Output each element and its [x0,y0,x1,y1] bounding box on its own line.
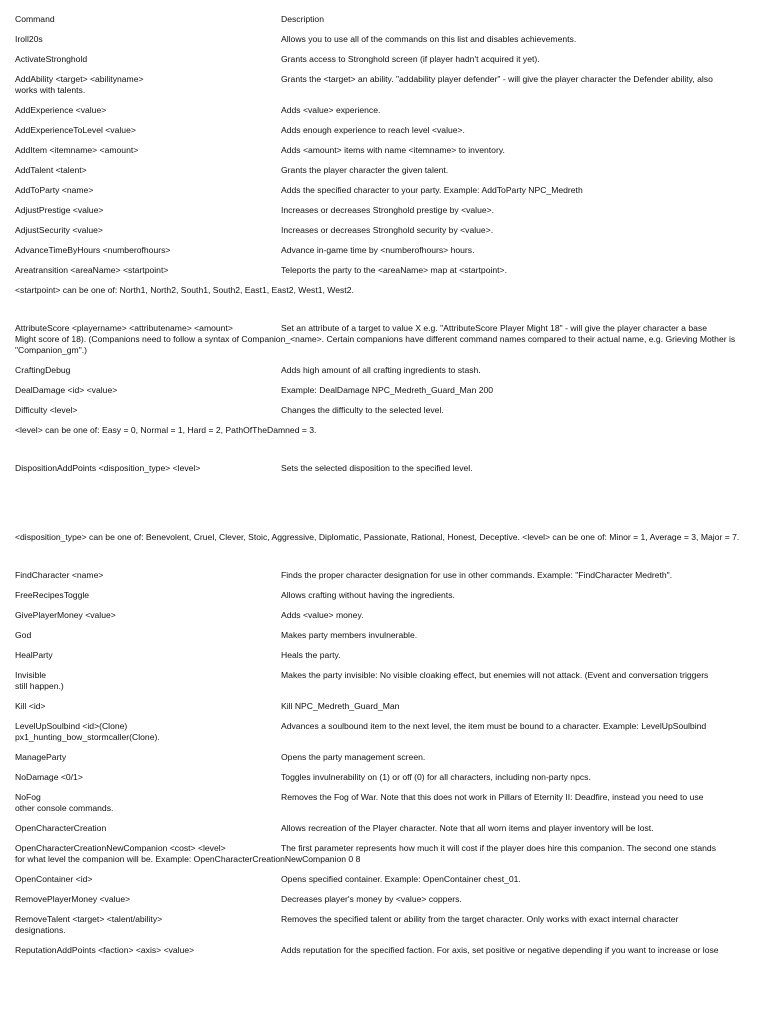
command-name: OpenCharacterCreation [15,823,107,833]
table-row [15,265,753,276]
table-row [15,914,753,936]
command-description: Adds <value> experience. [281,105,381,115]
table-row [15,245,753,256]
command-name: AddToParty <name> [15,185,94,195]
command-name: LevelUpSoulbind <id>(Clone) [15,721,128,731]
command-description: Opens specified container. Example: OpenContainer chest_01. [281,874,521,884]
command-description: Decreases player's money by <value> coppers. [281,894,462,904]
table-row [15,772,753,783]
table-row [15,670,753,692]
command-description: Adds high amount of all crafting ingredients to stash. [281,365,481,375]
command-description: Set an attribute of a target to value X e.g. "AttributeScore Player Might 18" - will give the player character a base [281,323,707,333]
command-name: GivePlayerMoney <value> [15,610,116,620]
command-name: DispositionAddPoints <disposition_type> <level> [15,463,201,473]
command-description: Adds reputation for the specified faction. For axis, set positive or negative depending if you want to increase or lose [281,945,719,955]
command-name: AddTalent <talent> [15,165,87,175]
table-row [15,385,753,396]
table-row [15,205,753,216]
command-description: Advances a soulbound item to the next level, the item must be bound to a character. Example: LevelUpSoulbind [281,721,707,731]
table-row [15,405,753,416]
table-note-row [15,532,753,543]
command-description: Adds <amount> items with name <itemname> to inventory. [281,145,505,155]
command-name: ActivateStronghold [15,54,88,64]
command-description: Adds <value> money. [281,610,364,620]
table-row [15,945,753,956]
command-name: Areatransition <areaName> <startpoint> [15,265,169,275]
command-description: Makes party members invulnerable. [281,630,418,640]
command-name: RemoveTalent <target> <talent/ability> [15,914,163,924]
table-row [15,365,753,376]
description-continuation: px1_hunting_bow_stormcaller(Clone). [15,732,160,742]
command-name: AdvanceTimeByHours <numberofhours> [15,245,171,255]
command-description: Removes the specified talent or ability from the target character. Only works with exact internal character [281,914,679,924]
table-note-row [15,425,753,436]
command-description: Teleports the party to the <areaName> map at <startpoint>. [281,265,507,275]
table-header-row [15,14,753,25]
command-name: God [15,630,32,640]
table-row [15,463,753,474]
table-row [15,590,753,601]
table-note-row [15,285,753,296]
header-description: Description [281,14,324,24]
command-name: ReputationAddPoints <faction> <axis> <value> [15,945,195,955]
command-name: AddItem <itemname> <amount> [15,145,139,155]
command-description: Opens the party management screen. [281,752,426,762]
command-name: OpenContainer <id> [15,874,93,884]
command-name: Difficulty <level> [15,405,78,415]
description-continuation: works with talents. [15,85,86,95]
header-command: Command [15,14,55,24]
table-row [15,225,753,236]
command-name: NoDamage <0/1> [15,772,83,782]
table-row [15,145,753,156]
command-name: AddExperienceToLevel <value> [15,125,136,135]
command-description: Toggles invulnerability on (1) or off (0) for all characters, including non-party npcs. [281,772,591,782]
note-text: <disposition_type> can be one of: Benevolent, Cruel, Clever, Stoic, Aggressive, Diplomatic, Passionate, Rational, Honest, Deceptive. <level> can be one of: Minor = 1, Average = 3, Major = 7. [15,532,740,542]
table-row [15,874,753,885]
command-name: Kill <id> [15,701,46,711]
command-name: CraftingDebug [15,365,71,375]
command-description: Increases or decreases Stronghold prestige by <value>. [281,205,495,215]
command-description: Example: DealDamage NPC_Medreth_Guard_Man 200 [281,385,494,395]
command-name: AdjustSecurity <value> [15,225,103,235]
command-name: AddAbility <target> <abilityname> [15,74,144,84]
table-row [15,894,753,905]
command-description: Grants the <target> an ability. "addability player defender" - will give the player character the Defender ability, also [281,74,713,84]
table-row [15,54,753,65]
table-row [15,34,753,45]
command-name: ManageParty [15,752,67,762]
command-name: AddExperience <value> [15,105,107,115]
command-description: Increases or decreases Stronghold security by <value>. [281,225,494,235]
command-name: HealParty [15,650,53,660]
note-text: <level> can be one of: Easy = 0, Normal = 1, Hard = 2, PathOfTheDamned = 3. [15,425,317,435]
command-name: Iroll20s [15,34,43,44]
command-description: Allows you to use all of the commands on this list and disables achievements. [281,34,577,44]
command-name: AdjustPrestige <value> [15,205,104,215]
command-description: The first parameter represents how much it will cost if the player does hire this companion. The second one stands [281,843,716,853]
command-description: Makes the party invisible: No visible cloaking effect, but enemies will not attack. (Event and conversation triggers [281,670,709,680]
command-rows [15,34,753,956]
table-row [15,650,753,661]
command-description: Heals the party. [281,650,341,660]
table-row [15,630,753,641]
command-reference-document [15,14,753,965]
command-description: Sets the selected disposition to the specified level. [281,463,473,473]
command-name: FreeRecipesToggle [15,590,90,600]
table-row [15,323,753,356]
command-name: RemovePlayerMoney <value> [15,894,131,904]
table-row [15,721,753,743]
description-continuation: for what level the companion will be. Example: OpenCharacterCreationNewCompanion 0 8 [15,854,361,864]
description-continuation: still happen.) [15,681,64,691]
command-description: Advance in-game time by <numberofhours> hours. [281,245,475,255]
note-text: <startpoint> can be one of: North1, North2, South1, South2, East1, East2, West1, West2. [15,285,354,295]
command-description: Adds enough experience to reach level <value>. [281,125,465,135]
command-name: Invisible [15,670,47,680]
command-description: Allows crafting without having the ingredients. [281,590,455,600]
command-description: Grants the player character the given talent. [281,165,449,175]
command-description: Removes the Fog of War. Note that this does not work in Pillars of Eternity II: Deadfire, instead you need to use [281,792,704,802]
command-description: Kill NPC_Medreth_Guard_Man [281,701,400,711]
table-row [15,185,753,196]
command-name: FindCharacter <name> [15,570,104,580]
table-row [15,823,753,834]
command-description: Changes the difficulty to the selected level. [281,405,444,415]
command-description: Adds the specified character to your party. Example: AddToParty NPC_Medreth [281,185,583,195]
table-row [15,165,753,176]
table-row [15,570,753,581]
command-name: OpenCharacterCreationNewCompanion <cost> <level> [15,843,226,853]
command-name: DealDamage <id> <value> [15,385,118,395]
table-row [15,105,753,116]
description-continuation: designations. [15,925,66,935]
table-row [15,125,753,136]
description-continuation: Might score of 18). (Companions need to follow a syntax of Companion_<name>. Certain companions have different command names compared to their actual name, e.g. Grieving Mother is "Companion_gm".) [15,334,736,355]
table-row [15,74,753,96]
command-name: AttributeScore <playername> <attributename> <amount> [15,323,233,333]
command-description: Grants access to Stronghold screen (if player hadn't acquired it yet). [281,54,540,64]
command-description: Allows recreation of the Player character. Note that all worn items and player inventory will be lost. [281,823,654,833]
command-description: Finds the proper character designation for use in other commands. Example: "FindCharacter Medreth". [281,570,673,580]
table-row [15,701,753,712]
table-row [15,610,753,621]
command-name: NoFog [15,792,41,802]
table-row [15,752,753,763]
table-row [15,792,753,814]
description-continuation: other console commands. [15,803,114,813]
table-row [15,843,753,865]
